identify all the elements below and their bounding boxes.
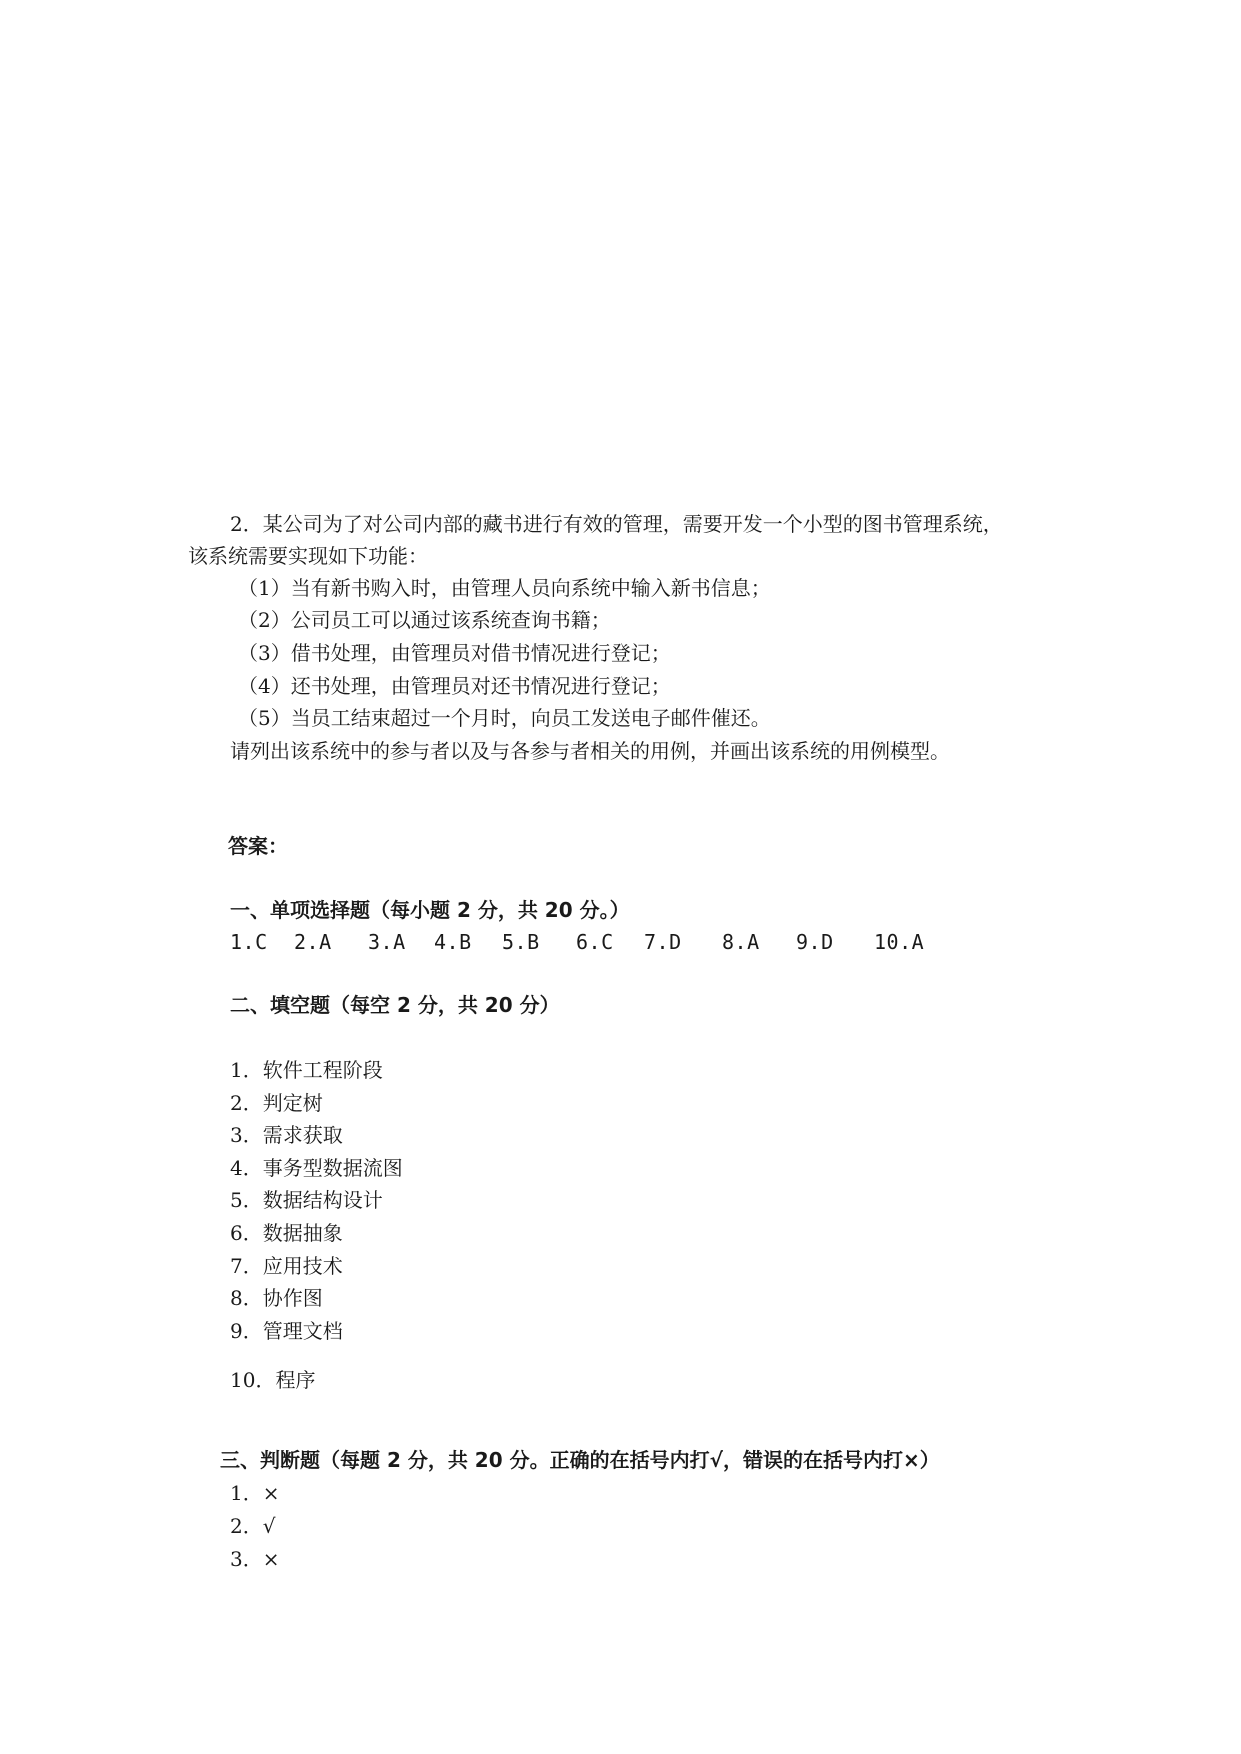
fill-answer-1: 1．软件工程阶段 [230,1058,383,1082]
mc-answer-8: 8.A [722,930,760,954]
fill-answer-4: 4．事务型数据流图 [230,1156,403,1180]
requirement-item-4: （4）还书处理，由管理员对还书情况进行登记； [238,674,671,698]
requirement-item-3: （3）借书处理，由管理员对借书情况进行登记； [238,641,671,665]
section-3-heading: 三、判断题（每题 2 分，共 20 分。正确的在括号内打√，错误的在括号内打×） [220,1448,940,1472]
mc-answer-10: 10.A [874,930,925,954]
fill-answer-9: 9．管理文档 [230,1319,343,1343]
mc-answer-1: 1.C [230,930,268,954]
requirement-item-2: （2）公司员工可以通过该系统查询书籍； [238,608,611,632]
fill-answer-6: 6．数据抽象 [230,1221,343,1245]
answers-heading: 答案： [228,834,288,858]
question-2-line-2: 该系统需要实现如下功能： [188,544,428,568]
requirement-item-5: （5）当员工结束超过一个月时，向员工发送电子邮件催还。 [238,706,771,730]
mc-answer-2: 2.A [294,930,332,954]
mc-answer-9: 9.D [796,930,834,954]
question-2-prompt: 请列出该系统中的参与者以及与各参与者相关的用例，并画出该系统的用例模型。 [230,739,950,763]
fill-answer-8: 8．协作图 [230,1286,323,1310]
mc-answer-3: 3.A [368,930,406,954]
question-2-line-1: 2．某公司为了对公司内部的藏书进行有效的管理，需要开发一个小型的图书管理系统， [230,512,1003,536]
fill-answer-7: 7．应用技术 [230,1254,343,1278]
fill-answer-2: 2．判定树 [230,1091,323,1115]
fill-answer-3: 3．需求获取 [230,1123,343,1147]
section-1-heading: 一、单项选择题（每小题 2 分，共 20 分。） [230,898,630,922]
mc-answer-4: 4.B [434,930,472,954]
section-2-heading: 二、填空题（每空 2 分，共 20 分） [230,993,560,1017]
mc-answer-7: 7.D [644,930,682,954]
fill-answer-10: 10．程序 [230,1368,316,1392]
requirement-item-1: （1）当有新书购入时，由管理人员向系统中输入新书信息； [238,576,771,600]
fill-answer-5: 5．数据结构设计 [230,1188,383,1212]
true-false-answer-3: 3．× [230,1547,280,1571]
mc-answer-6: 6.C [576,930,614,954]
true-false-answer-1: 1．× [230,1481,280,1505]
mc-answer-5: 5.B [502,930,540,954]
true-false-answer-2: 2．√ [230,1514,276,1538]
